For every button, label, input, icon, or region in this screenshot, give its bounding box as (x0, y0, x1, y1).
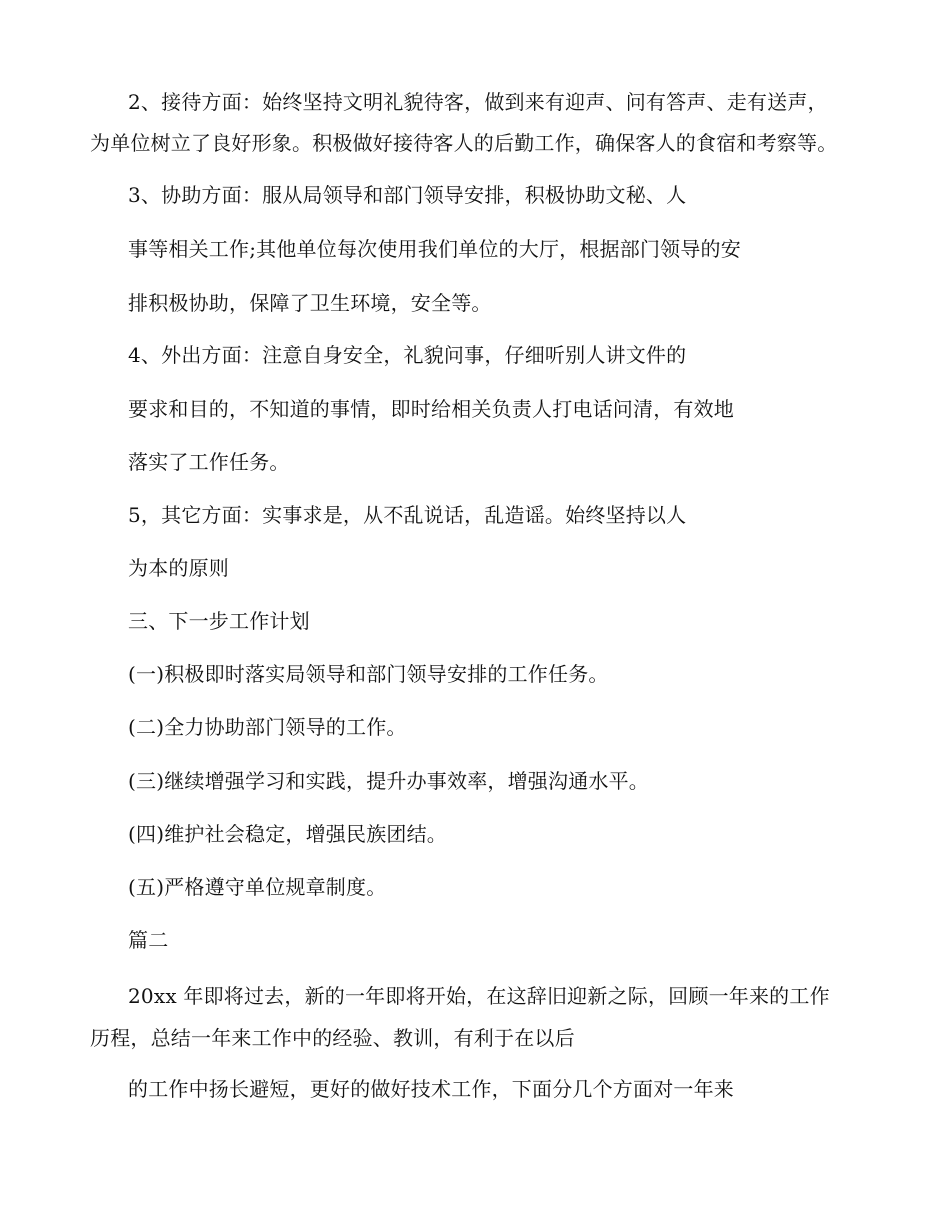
paragraph-line-reception-1: 2、接待方面：始终坚持文明礼貌待客，做到来有迎声、问有答声、走有送声， (128, 90, 828, 114)
plan-item-4: (四)维护社会稳定，增强民族团结。 (128, 822, 448, 846)
paragraph-line-assist-1: 3、协助方面：服从局领导和部门领导安排，积极协助文秘、人 (128, 183, 687, 207)
paragraph-line-assist-2: 事等相关工作;其他单位每次使用我们单位的大厅，根据部门领导的安 (128, 237, 741, 261)
paragraph-line-outing-1: 4、外出方面：注意自身安全，礼貌问事，仔细听别人讲文件的 (128, 343, 687, 367)
paragraph-line-outing-3: 落实了工作任务。 (128, 450, 290, 474)
paragraph-line-reception-2: 为单位树立了良好形象。积极做好接待客人的后勤工作，确保客人的食宿和考察等。 (90, 131, 838, 155)
plan-item-5: (五)严格遵守单位规章制度。 (128, 875, 387, 899)
paragraph-line-assist-3: 排积极协助，保障了卫生环境，安全等。 (128, 291, 492, 315)
section-heading-part-two: 篇二 (128, 928, 169, 952)
paragraph-line-other-2: 为本的原则 (128, 556, 229, 580)
paragraph-line-summary-3: 的工作中扬长避短，更好的做好技术工作，下面分几个方面对一年来 (128, 1077, 734, 1101)
paragraph-line-other-1: 5，其它方面：实事求是，从不乱说话，乱造谣。始终坚持以人 (128, 503, 687, 527)
plan-item-3: (三)继续增强学习和实践，提升办事效率，增强沟通水平。 (128, 769, 650, 793)
paragraph-line-summary-1: 20xx 年即将过去，新的一年即将开始，在这辞旧迎新之际，回顾一年来的工作 (128, 984, 830, 1008)
paragraph-line-summary-2: 历程，总结一年来工作中的经验、教训，有利于在以后 (90, 1026, 575, 1050)
section-heading-next-plan: 三、下一步工作计划 (128, 609, 310, 633)
paragraph-line-outing-2: 要求和目的，不知道的事情，即时给相关负责人打电话问清，有效地 (128, 397, 734, 421)
plan-item-2: (二)全力协助部门领导的工作。 (128, 715, 407, 739)
plan-item-1: (一)积极即时落实局领导和部门领导安排的工作任务。 (128, 662, 609, 686)
